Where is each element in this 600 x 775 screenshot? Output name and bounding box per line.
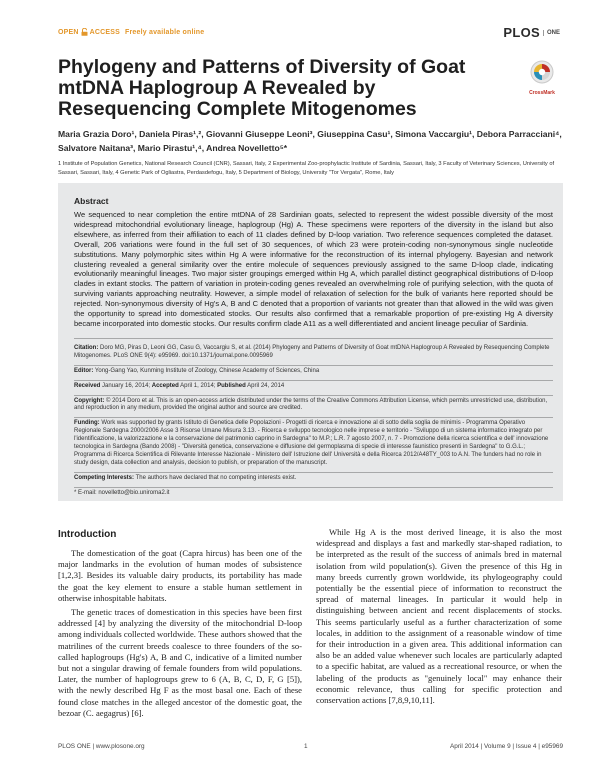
body-column-right	[316, 527, 562, 709]
footer-journal: PLOS ONE | www.plosone.org	[58, 743, 145, 750]
author-list: Maria Grazia Doro¹, Daniela Piras¹,², Giovanni Giuseppe Leoni³, Giuseppina Casu¹, Simona Vaccargiu¹, Debora Parracciani⁴, Salvatore Naitana³, Mario Pirastu¹,⁴, Andrea Novelletto⁵*	[58, 129, 562, 153]
dates	[74, 381, 553, 396]
received-label: Received	[74, 382, 101, 389]
intro-paragraph: While Hg A is the most derived lineage, it is also the most widespread and displays a fast and markedly star-shaped radiation, to be interpreted as the result of the success of animals bred in maternal isolation from wild population(s). Given the presence of this Hg in many breeds currently grown worldwide, its phylogeography could potentially be the essential piece of information to reconstruct the spread of maternal lineages. In particular it would help in distinguishing between ancient and recent displacements of stocks. This seems particularly useful as a further characterization of some locales, in addition to the assignment of a reasonable window of time for their introduction in a given area. This additional information can also be an added value whenever such locales are particularly adapted to a specific habitat, are valued as a recreational resource, or when the labeling of the products as "genuinely local" may enhance their economic relevance, thus calling for specific protection and conservation actions [7,8,9,10,11].	[316, 527, 562, 706]
journal-logo[interactable]	[503, 25, 560, 40]
editor-label: Editor:	[74, 367, 94, 374]
copyright-label: Copyright:	[74, 397, 105, 404]
plos-logo-text: PLOS	[503, 25, 540, 40]
open-access-label: OPEN	[58, 28, 79, 36]
editor-text: Yong-Gang Yao, Kunming Institute of Zoology, Chinese Academy of Sciences, China	[94, 367, 320, 374]
crossmark-badge[interactable]	[522, 60, 562, 96]
page-number: 1	[304, 743, 308, 750]
competing-label: Competing Interests:	[74, 474, 135, 481]
accepted-date: April 1, 2014;	[180, 382, 216, 389]
published-date: April 24, 2014	[247, 382, 285, 389]
intro-paragraph: The genetic traces of domestication in this species have been first addressed [4] by analyzing the diversity of the mitochondrial D-loop among individuals collected worldwide. These authors showed that the matrilines of the current breeds coalesce to three founders of the so-called haplogroups (Hg's) A, B and C, indicative of a limited number but not a singular drawing of female founders from wild populations. Later, the number of haplogroups grew to 6 (A, B, C, D, F, G [5]), with the newly described Hg F as the most basal one. Each of these found close matches in the alleged ancestor of the domestic goat, the bezoar (C. aegagrus) [6].	[58, 607, 302, 718]
crossmark-label: CrossMark	[529, 90, 555, 96]
citation-text: Doro MG, Piras D, Leoni GG, Casu G, Vaccargiu S, et al. (2014) Phylogeny and Patterns of Diversity of Goat mtDNA Haplogroup A Revealed by Resequencing Complete Mitogenomes. PLoS ONE 9(4): e95969. doi:10.1371/journal.pone.0095969	[74, 344, 550, 359]
copyright	[74, 396, 553, 419]
plos-one-label: ONE	[543, 30, 560, 36]
email-text[interactable]: * E-mail: novelletto@bio.uniroma2.it	[74, 489, 170, 496]
body-column-left	[58, 548, 302, 722]
abstract-box	[58, 183, 563, 501]
footer-website-link[interactable]: www.plosone.org	[95, 743, 145, 750]
footer-journal-name: PLOS ONE	[58, 743, 91, 750]
open-access-banner[interactable]	[58, 28, 204, 36]
accepted-label: Accepted	[151, 382, 179, 389]
corresponding-email[interactable]	[74, 488, 553, 502]
citation	[74, 343, 553, 366]
competing-interests	[74, 473, 553, 488]
crossmark-icon	[530, 60, 554, 84]
article-metadata	[74, 338, 553, 502]
free-online-label: Freely available online	[125, 28, 205, 36]
abstract-heading: Abstract	[74, 196, 109, 206]
citation-label: Citation:	[74, 344, 99, 351]
intro-paragraph: The domestication of the goat (Capra hircus) has been one of the major landmarks in the evolution of human modes of subsistence [1,2,3]. Besides its valuable dairy products, its portability has made the goat the key element to ensure a stable human settlement in otherwise inhospitable habitats.	[58, 548, 302, 603]
access-label: ACCESS	[89, 28, 121, 36]
introduction-heading: Introduction	[58, 529, 117, 540]
open-lock-icon	[81, 28, 88, 36]
copyright-text: © 2014 Doro et al. This is an open-access article distributed under the terms of the Creative Commons Attribution License, which permits unrestricted use, distribution, and reproduction in any medium, provided the original author and source are credited.	[74, 397, 548, 412]
footer-issue: April 2014 | Volume 9 | Issue 4 | e95969	[450, 743, 563, 750]
competing-text: The authors have declared that no competing interests exist.	[135, 474, 297, 481]
affiliations: 1 Institute of Population Genetics, National Research Council (CNR), Sassari, Italy, 2 Experimental Zoo-prophylactic Institute of Sardinia, Sassari, Italy, 3 Faculty of Veterinary Sciences, University of Sassari, Sassari, Italy, 4 Genetic Park of Ogliastra, Perdasdefogu, Italy, 5 Department of Biology, University "Tor Vergata", Rome, Italy	[58, 161, 555, 176]
funding-label: Funding:	[74, 420, 100, 427]
received-date: January 16, 2014;	[102, 382, 151, 389]
abstract-text: We sequenced to near completion the entire mtDNA of 28 Sardinian goats, selected to represent the widest possible diversity of the most widespread mitochondrial evolutionary lineage, haplogroup (Hg) A. These specimens were reporters of the diversity in the island but also elsewhere, as inferred from their affiliation to each of 11 clades defined by D-loop variation. Two reference sequences completed the dataset. Overall, 206 variations were found in the full set of 30 sequences, of which 23 were protein-coding non-synonymous single nucleotide substitutions. Many polymorphic sites within Hg A were informative for the reconstruction of its internal phylogeny. Bayesian and network clustering revealed a general similarity over the entire molecule of sequences previously assigned to the same D-loop clade, indicating evolutionarily meaningful lineages. Two major sister groupings emerged within Hg A, which parallel distinct geographical distributions of D-loop clades in extant stocks. The pattern of variation in protein-coding genes revealed an overwhelming role of purifying selection, with the quota of surviving variants approaching neutrality. However, a simple model of relaxation of selection for the bulk of variants here reported should be rejected. Non-synonymous diversity of Hg's A, B and C denoted that a proportion of variants not greater than that allowed in the wild was given the opportunity to spread into domesticated stocks. Our results also confirmed that a remarkable proportion of pre-existing Hg A diversity became incorporated into domestic stocks. Our results confirm clade A11 as a well differentiated and ancient lineage peculiar of Sardinia.	[74, 210, 553, 328]
funding	[74, 418, 553, 472]
article-title: Phylogeny and Patterns of Diversity of Goat mtDNA Haplogroup A Revealed by Resequencing Complete Mitogenomes	[58, 56, 466, 120]
editor	[74, 366, 553, 381]
published-label: Published	[217, 382, 246, 389]
top-bar	[58, 25, 560, 40]
funding-text: Work was supported by grants Istituto di Genetica delle Popolazioni - Progetti di ricerca e innovazione al di sotto della soglia de minimis - Programma Operativo Regionale Sardegna 2000/2006 Asse 3 Risorse Umane Misura 3.13. - Ricerca e sviluppo tecnologico nelle imprese e territorio - "Sviluppo di un sistema informatico integrato per l'identificazione, la valorizzazione e la conservazione del patrimonio caprino in Sardegna" to M.P.; L.R. 7 agosto 2007, n. 7 - Promozione della ricerca scientifica e dell' innovazione tecnologica in Sardegna (Bando 2008) - "Diversità genetica, conservazione e diffusione del germoplasma di specie di interesse faunistico presenti in Sardegna" to G.G.L.; Programma di Ricerca Scientifica di Rilevante Interesse Nazionale - Ministero dell' Istruzione dell' Università e della Ricerca 2012/A48TY_003 to A.N. The funders had no role in study design, data collection and analysis, decision to publish, or preparation of the manuscript.	[74, 420, 549, 466]
